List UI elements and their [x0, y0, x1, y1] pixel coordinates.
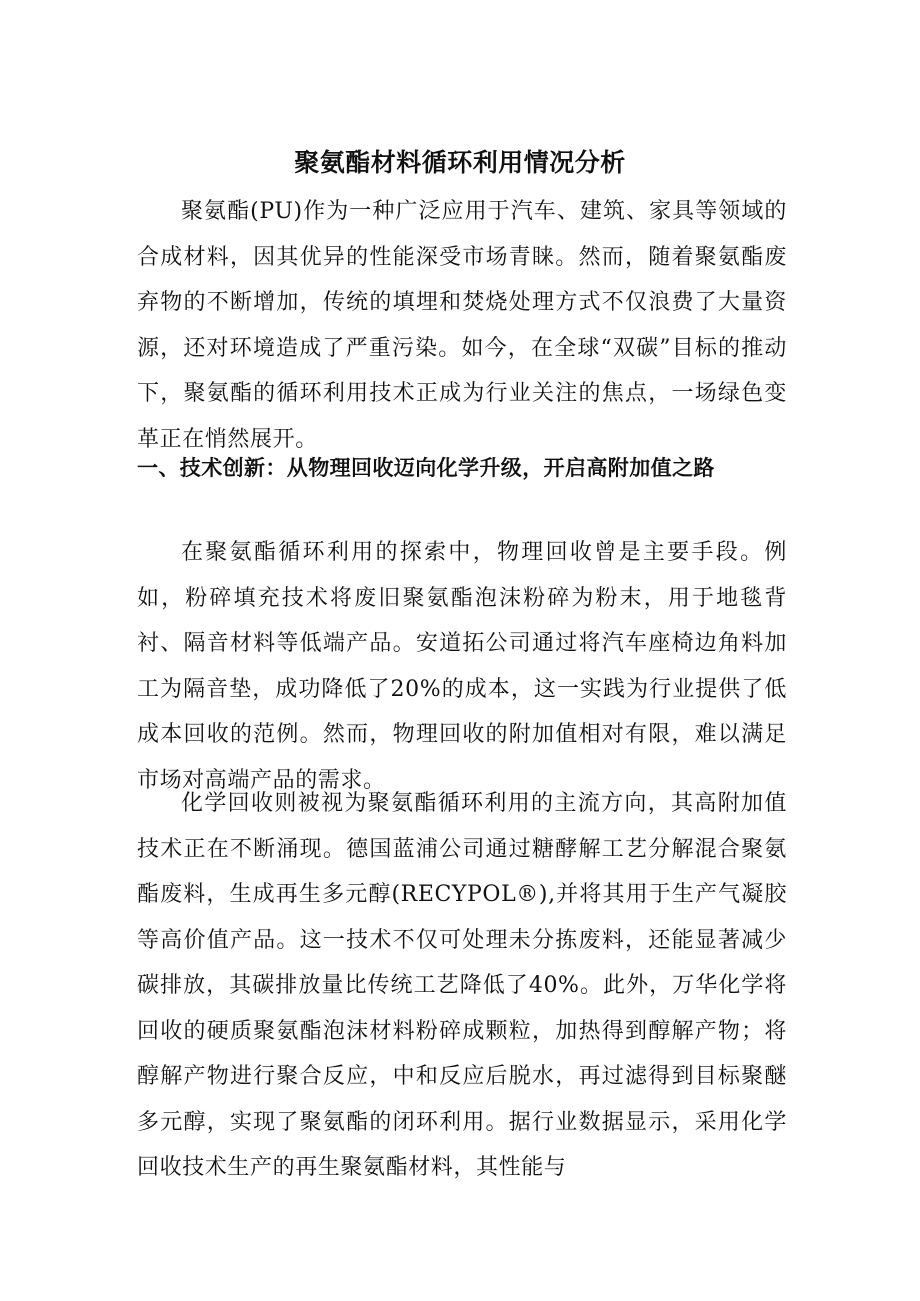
physical-recycling-paragraph: 在聚氨酯循环利用的探索中，物理回收曾是主要手段。例如，粉碎填充技术将废旧聚氨酯泡沫粉碎为粉末，用于地毯背衬、隔音材料等低端产品。安道拓公司通过将汽车座椅边角料加工为隔音垫，成功降低了20%的成本，这一实践为行业提供了低成本回收的范例。然而，物理回收的附加值相对有限，难以满足市场对高端产品的需求。 [137, 540, 787, 793]
chemical-recycling-paragraph: 化学回收则被视为聚氨酯循环利用的主流方向，其高附加值技术正在不断涌现。德国蓝浦公司通过糖酵解工艺分解混合聚氨酯废料，生成再生多元醇(RECYPOL®),并将其用于生产气凝胶等高价值产品。这一技术不仅可处理未分拣废料，还能显著减少碳排放，其碳排放量比传统工艺降低了40%。此外，万华化学将回收的硬质聚氨酯泡沫材料粉碎成颗粒，加热得到醇解产物；将醇解产物进行聚合反应，中和反应后脱水，再过滤得到目标聚醚多元醇，实现了聚氨酯的闭环利用。据行业数据显示，采用化学回收技术生产的再生聚氨酯材料，其性能与 [137, 791, 787, 1180]
intro-paragraph: 聚氨酯(PU)作为一种广泛应用于汽车、建筑、家具等领域的合成材料，因其优异的性能深受市场青睐。然而，随着聚氨酯废弃物的不断增加，传统的填埋和焚烧处理方式不仅浪费了大量资源，还对环境造成了严重污染。如今，在全球“双碳”目标的推动下，聚氨酯的循环利用技术正成为行业关注的焦点，一场绿色变革正在悄然展开。 [137, 199, 787, 452]
document-title: 聚氨酯材料循环利用情况分析 [294, 147, 626, 177]
section-heading: 一、技术创新：从物理回收迈向化学升级，开启高附加值之路 [137, 456, 715, 480]
